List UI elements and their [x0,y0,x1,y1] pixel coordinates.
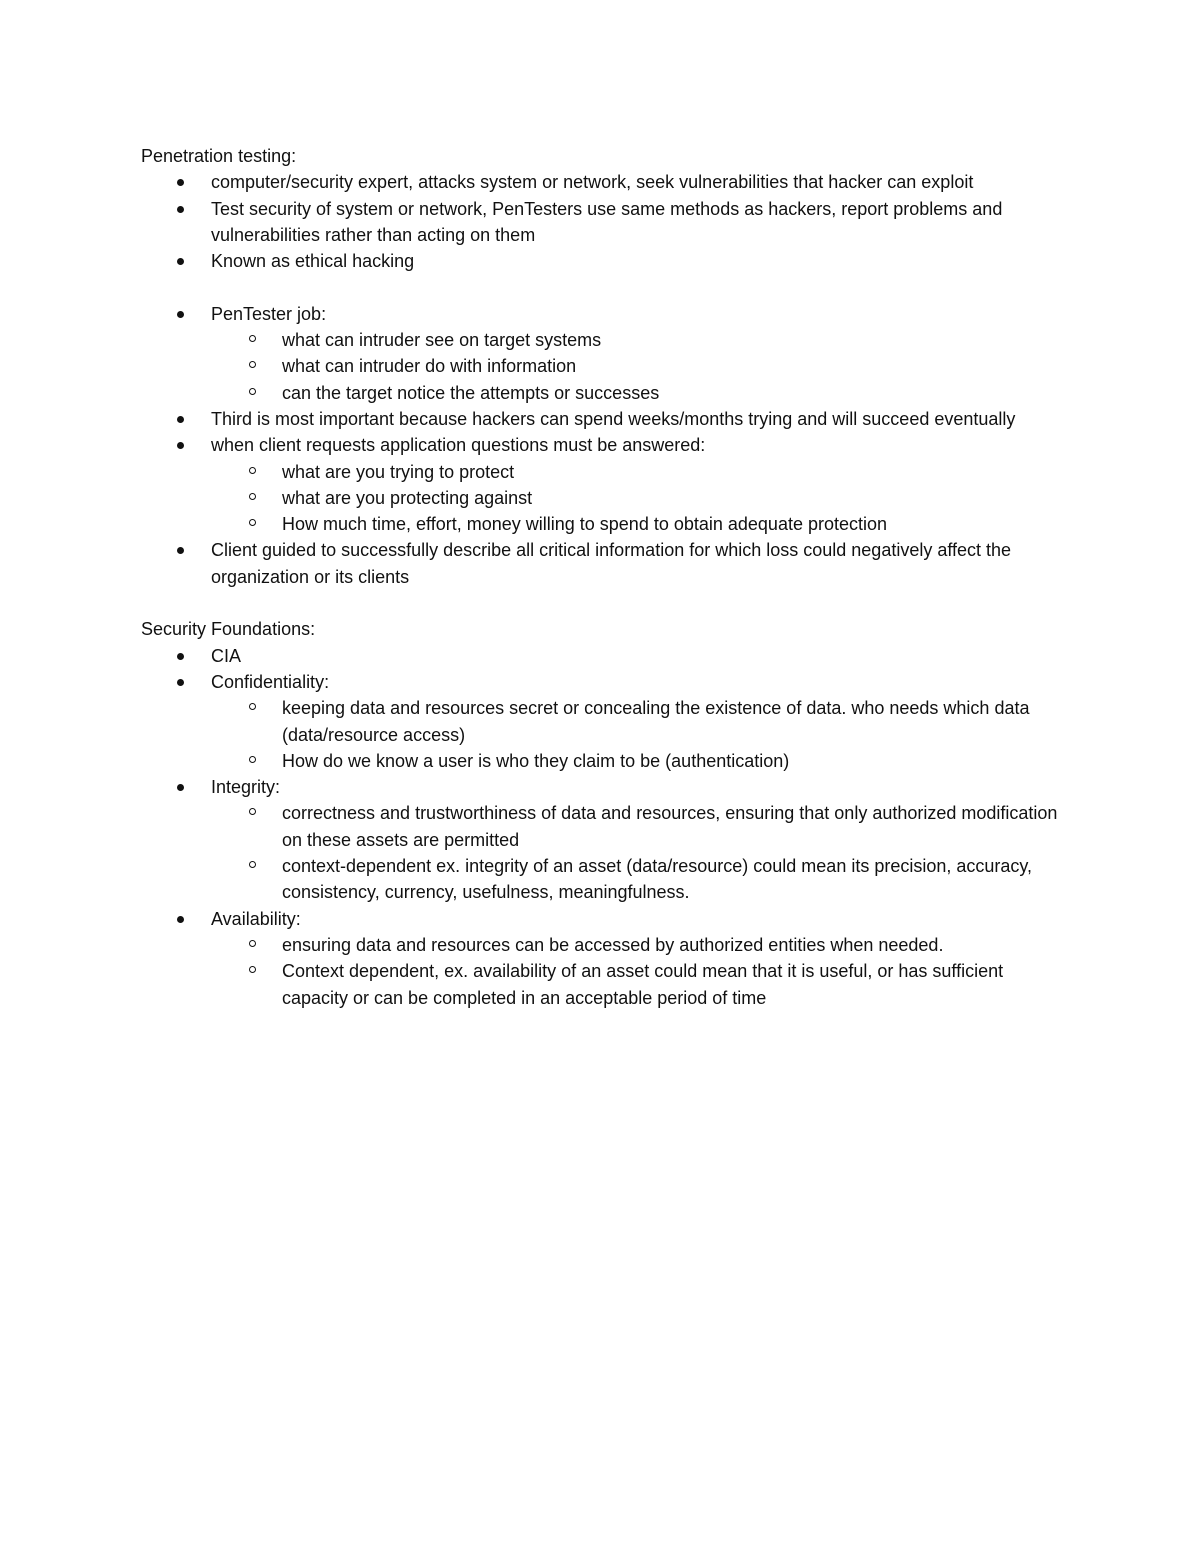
list-item-text: Availability: [211,908,301,929]
list-item-text: Confidentiality: [211,671,330,692]
list-item-text: CIA [211,645,242,666]
bullet-icon [177,416,184,423]
circle-bullet-icon [249,940,256,947]
list-item [141,906,1071,932]
list-item [141,196,1071,249]
sub-list-item-text: Context dependent, ex. availability of an asset could mean that it is useful, or has sufficient capacity or can be completed in an acceptable period of time [282,961,1004,1008]
list-item [141,537,1071,590]
circle-bullet-icon [249,493,256,500]
list-item [141,669,1071,695]
circle-bullet-icon [249,861,256,868]
list-item [141,248,1071,274]
bullet-icon [177,206,184,213]
section-heading-penetration-testing: Penetration testing: [141,146,297,166]
list-item [141,169,1071,195]
list-item-text: Test security of system or network, PenTesters use same methods as hackers, report problems and vulnerabilities rather than acting on them [211,198,1003,245]
circle-bullet-icon [249,361,256,368]
circle-bullet-icon [249,703,256,710]
list-item [141,643,1071,669]
sub-list-item-text: How much time, effort, money willing to spend to obtain adequate protection [282,514,888,535]
section-heading-security-foundations: Security Foundations: [141,619,316,640]
sub-list-item-text: what are you trying to protect [282,461,515,482]
circle-bullet-icon [249,335,256,342]
sub-list-item-text: ensuring data and resources can be accessed by authorized entities when needed. [282,934,944,955]
list-item [141,432,1071,458]
sub-list-item-text: can the target notice the attempts or successes [282,382,660,403]
sub-list-item [141,800,1071,853]
document-body [141,143,1071,1011]
sub-list-item [141,459,1071,485]
sub-list-item-text: How do we know a user is who they claim to be (authentication) [282,750,790,771]
sub-list-item-text: context-dependent ex. integrity of an asset (data/resource) could mean its precision, accuracy, consistency, currency, usefulness, meaningfulness. [282,856,1033,903]
bullet-icon [177,653,184,660]
sub-list-item [141,353,1071,379]
bullet-icon [177,547,184,554]
sub-list-item-text: what can intruder do with information [282,356,577,377]
list-item-text: computer/security expert, attacks system or network, seek vulnerabilities that hacker can exploit [211,172,974,193]
bullet-icon [177,442,184,449]
list-item [141,406,1071,432]
circle-bullet-icon [249,467,256,474]
bullet-icon [177,258,184,265]
bullet-icon [177,679,184,686]
sub-list-item [141,932,1071,958]
bullet-icon [177,916,184,923]
circle-bullet-icon [249,966,256,973]
sub-list-item [141,511,1071,537]
list-item [141,301,1071,327]
sub-list-item [141,380,1071,406]
list-item-text: Client guided to successfully describe all critical information for which loss could negatively affect the organization or its clients [211,540,1012,587]
list-item-text: Third is most important because hackers can spend weeks/months trying and will succeed eventually [211,408,1016,429]
blank-line [141,274,1071,300]
list-item-text: Integrity: [211,777,281,798]
bullet-icon [177,179,184,186]
sub-list-item-text: keeping data and resources secret or concealing the existence of data. who needs which data (data/resource access) [282,698,1030,745]
circle-bullet-icon [249,388,256,395]
sub-list-item-text: correctness and trustworthiness of data and resources, ensuring that only authorized modification on these assets are permitted [282,803,1058,850]
sub-list-item [141,853,1071,906]
circle-bullet-icon [249,519,256,526]
list-item-text: when client requests application questions must be answered: [211,435,706,456]
sub-list-item-text: what are you protecting against [282,487,533,508]
sub-list-item [141,748,1071,774]
list-item [141,774,1071,800]
sub-list-item [141,695,1071,748]
circle-bullet-icon [249,808,256,815]
sub-list-item [141,958,1071,1011]
list-item-text: Known as ethical hacking [211,251,415,272]
blank-line [141,590,1071,616]
bullet-icon [177,311,184,318]
list-item-text: PenTester job: [211,303,327,324]
sub-list-item-text: what can intruder see on target systems [282,330,602,351]
circle-bullet-icon [249,756,256,763]
bullet-icon [177,784,184,791]
sub-list-item [141,485,1071,511]
sub-list-item [141,327,1071,353]
